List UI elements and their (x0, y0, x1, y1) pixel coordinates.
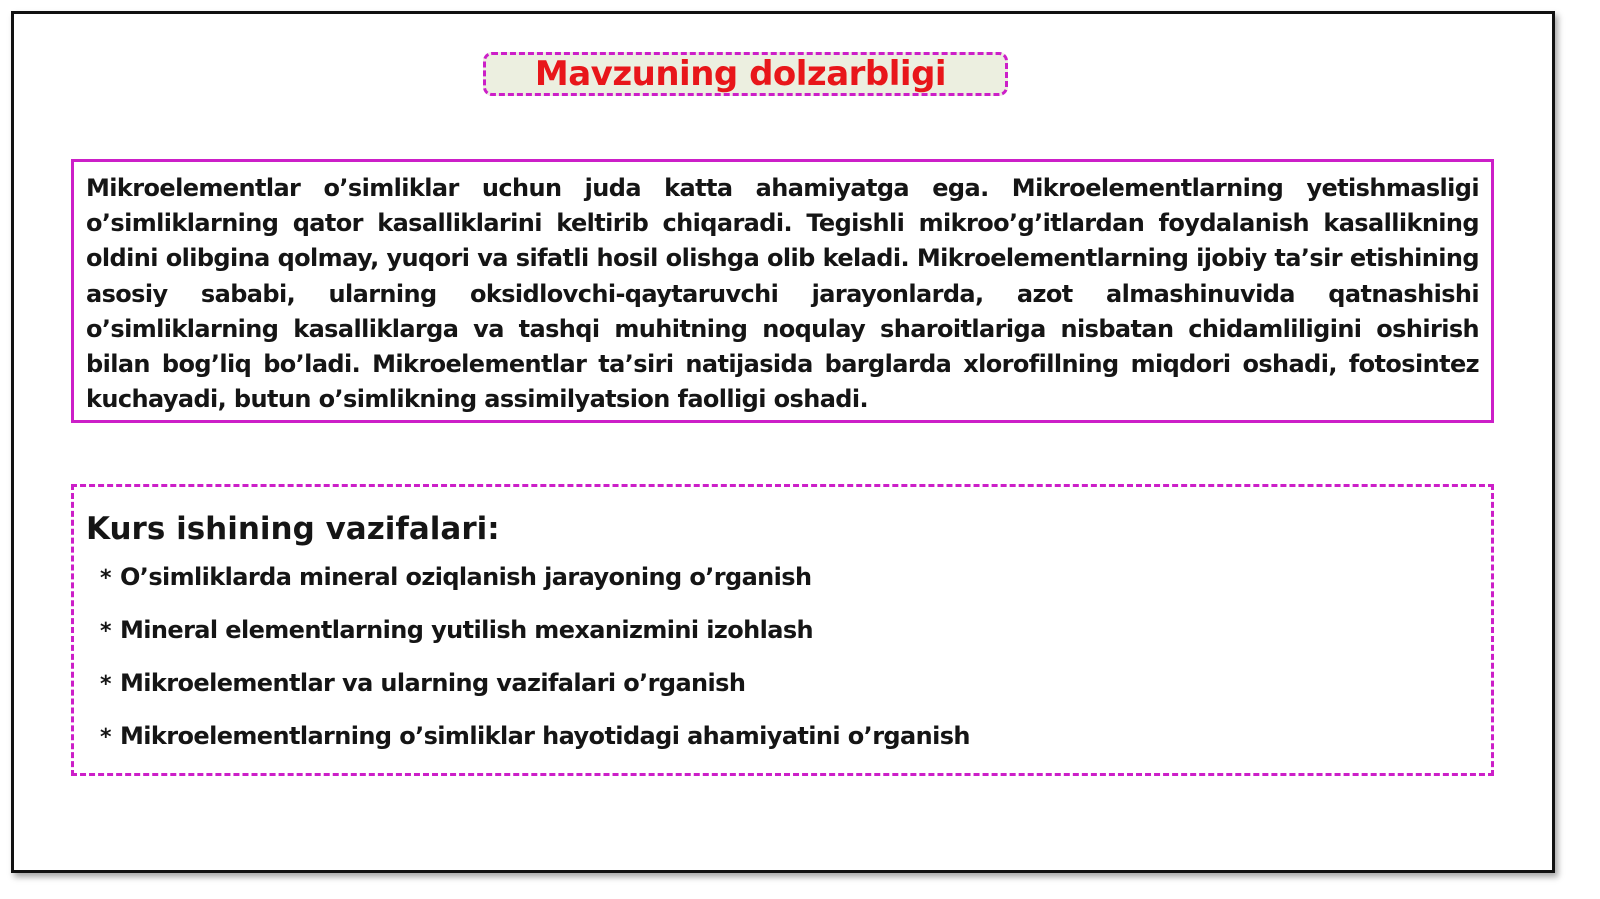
task-item (100, 722, 1479, 775)
task-text: O’simliklarda mineral oziqlanish jarayoning o’rganish (120, 563, 812, 591)
task-item (100, 563, 1479, 616)
asterisk-bullet-icon: * (100, 566, 111, 591)
task-list (86, 563, 1479, 775)
relevance-paragraph: Mikroelementlar o’simliklar uchun juda katta ahamiyatga ega. Mikroelementlarning yetishmasligi o’simliklarning qator kasalliklarini keltirib chiqaradi. Tegishli mikroo’g’itlardan foydalanish kasallikning oldini olibgina qolmay, yuqori va sifatli hosil olishga olib keladi. Mikroelementlarning ijobiy ta’sir etishining asosiy sababi, ularning oksidlovchi-qaytaruvchi jarayonlarda, azot almashinuvida qatnashishi o’simliklarning kasalliklarga va tashqi muhitning noqulay sharoitlariga nisbatan chidamliligini oshirish bilan bog’liq bo’ladi. Mikroelementlar ta’siri natijasida barglarda xlorofillning miqdori oshadi, fotosintez kuchayadi, butun o’simlikning assimilyatsion faolligi oshadi. (86, 174, 1479, 414)
task-text: Mikroelementlarning o’simliklar hayotidagi ahamiyatini o’rganish (120, 722, 970, 750)
slide-title: Mavzuning dolzarbligi (534, 54, 947, 94)
task-text: Mikroelementlar va ularning vazifalari o’rganish (120, 669, 746, 697)
task-text: Mineral elementlarning yutilish mexanizmini izohlash (120, 616, 814, 644)
asterisk-bullet-icon: * (100, 725, 111, 750)
task-item (100, 616, 1479, 669)
task-item (100, 669, 1479, 722)
tasks-heading: Kurs ishining vazifalari: (86, 511, 500, 547)
asterisk-bullet-icon: * (100, 672, 111, 697)
title-box (483, 52, 1008, 96)
asterisk-bullet-icon: * (100, 619, 111, 644)
relevance-text-box (71, 159, 1494, 423)
tasks-box (71, 484, 1494, 776)
